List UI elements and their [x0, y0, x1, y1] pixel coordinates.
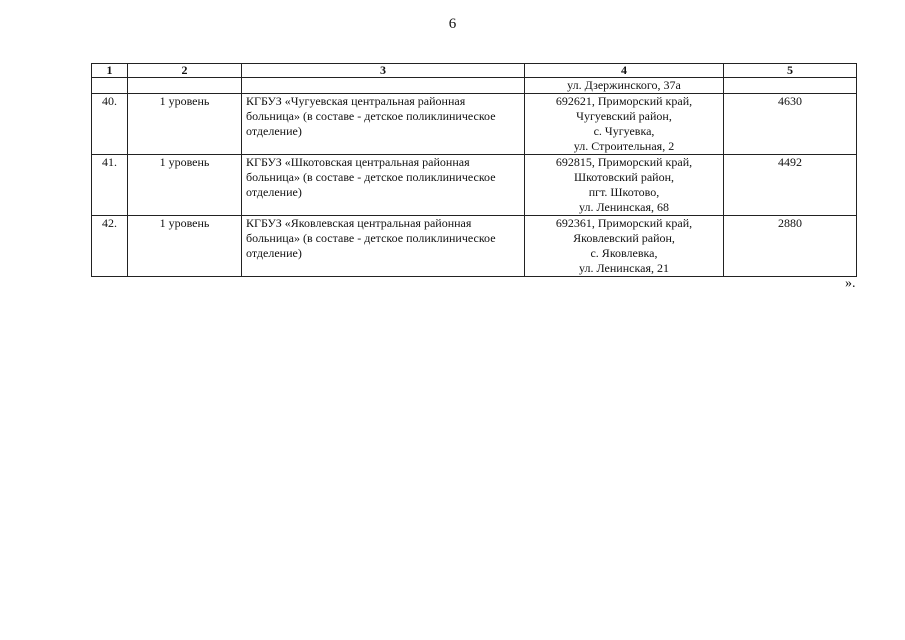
name-line: КГБУЗ «Чугуевская центральная районная — [246, 94, 466, 108]
cell-level: 1 уровень — [128, 94, 242, 155]
cell-address: ул. Дзержинского, 37а — [525, 78, 724, 94]
cell-name — [242, 216, 525, 277]
cell-address — [525, 216, 724, 277]
address-line: 692815, Приморский край, — [555, 155, 693, 169]
header-col-3: 3 — [242, 64, 525, 78]
header-col-4: 4 — [525, 64, 724, 78]
address-line: ул. Ленинская, 21 — [579, 261, 669, 275]
name-line: больница» (в составе - детское поликлиническое — [246, 170, 496, 184]
cell-value: 4630 — [724, 94, 857, 155]
continuation-row — [92, 78, 857, 94]
header-col-1: 1 — [92, 64, 128, 78]
table-row — [92, 216, 857, 277]
name-line: отделение) — [246, 124, 302, 138]
address-line: пгт. Шкотово, — [588, 185, 660, 199]
name-line: КГБУЗ «Яковлевская центральная районная — [246, 216, 472, 230]
address-line: ул. Ленинская, 68 — [579, 200, 669, 214]
cell-address — [525, 155, 724, 216]
cell-value: 2880 — [724, 216, 857, 277]
cell-name — [242, 78, 525, 94]
table-row — [92, 94, 857, 155]
address-line: с. Чугуевка, — [593, 124, 655, 138]
name-line: отделение) — [246, 185, 302, 199]
address-line: Яковлевский район, — [573, 231, 675, 245]
address-line: ул. Строительная, 2 — [573, 139, 675, 153]
cell-name — [242, 155, 525, 216]
cell-level: 1 уровень — [128, 216, 242, 277]
name-line: КГБУЗ «Шкотовская центральная районная — [246, 155, 470, 169]
cell-level — [128, 78, 242, 94]
page-number: 6 — [448, 16, 457, 32]
table-header-row — [92, 64, 857, 78]
cell-number: 42. — [92, 216, 128, 277]
cell-level: 1 уровень — [128, 155, 242, 216]
cell-name — [242, 94, 525, 155]
cell-value — [724, 78, 857, 94]
closing-quote-mark: ». — [845, 276, 856, 291]
header-col-5: 5 — [724, 64, 857, 78]
cell-number: 40. — [92, 94, 128, 155]
address-line: Чугуевский район, — [576, 109, 672, 123]
cell-value: 4492 — [724, 155, 857, 216]
address-line: 692621, Приморский край, — [555, 94, 693, 108]
facilities-table — [91, 63, 857, 277]
address-line: с. Яковлевка, — [590, 246, 658, 260]
header-col-2: 2 — [128, 64, 242, 78]
table-row — [92, 155, 857, 216]
name-line: отделение) — [246, 246, 302, 260]
cell-number: 41. — [92, 155, 128, 216]
address-line: 692361, Приморский край, — [555, 216, 693, 230]
address-line: Шкотовский район, — [573, 170, 675, 184]
cell-address — [525, 94, 724, 155]
name-line: больница» (в составе - детское поликлиническое — [246, 109, 496, 123]
name-line: больница» (в составе - детское поликлиническое — [246, 231, 496, 245]
cell-number — [92, 78, 128, 94]
